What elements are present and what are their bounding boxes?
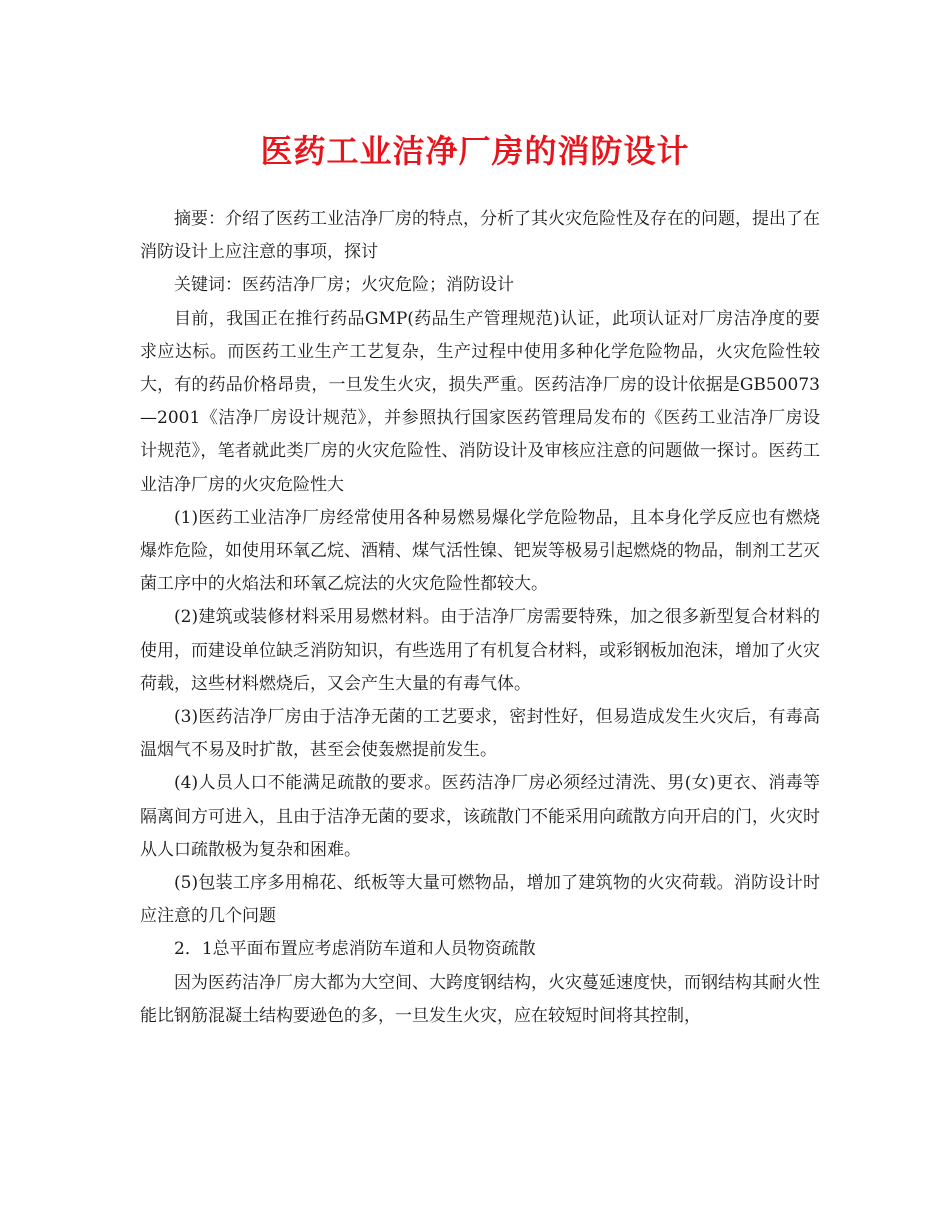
abstract-paragraph: 摘要：介绍了医药工业洁净厂房的特点，分析了其火灾危险性及存在的问题，提出了在消防设计上应注意的事项，探讨 — [140, 209, 820, 263]
section-heading: 2．1总平面布置应考虑消防车道和人员物资疏散 — [174, 939, 536, 960]
body-paragraph: (5)包装工序多用棉花、纸板等大量可燃物品，增加了建筑物的火灾荷载。消防设计时应注意的几个问题 — [140, 873, 820, 927]
document-body — [140, 203, 820, 1033]
body-paragraph: (4)人员人口不能满足疏散的要求。医药洁净厂房必须经过清洗、男(女)更衣、消毒等隔离间方可进入，且由于洁净无菌的要求，该疏散门不能采用向疏散方向开启的门，火灾时从人口疏散极为复杂和困难。 — [140, 773, 820, 860]
body-paragraph: 因为医药洁净厂房大都为大空间、大跨度钢结构，火灾蔓延速度快，而钢结构其耐火性能比钢筋混凝土结构要逊色的多，一旦发生火灾，应在较短时间将其控制， — [140, 972, 820, 1026]
body-paragraph: (1)医药工业洁净厂房经常使用各种易燃易爆化学危险物品，且本身化学反应也有燃烧爆炸危险，如使用环氧乙烷、酒精、煤气活性镍、钯炭等极易引起燃烧的物品，制剂工艺灭菌工序中的火焰法和环氧乙烷法的火灾危险性都较大。 — [140, 507, 820, 595]
document-title: 医药工业洁净厂房的消防设计 — [260, 132, 690, 170]
body-paragraph: (3)医药洁净厂房由于洁净无菌的工艺要求，密封性好，但易造成发生火灾后，有毒高温烟气不易及时扩散，甚至会使轰燃提前发生。 — [140, 707, 820, 761]
body-paragraph: (2)建筑或装修材料采用易燃材料。由于洁净厂房需要特殊，加之很多新型复合材料的使用，而建设单位缺乏消防知识，有些选用了有机复合材料，或彩钢板加泡沫，增加了火灾荷载，这些材料燃烧后，又会产生大量的有毒气体。 — [140, 607, 820, 694]
body-paragraph: 目前，我国正在推行药品GMP(药品生产管理规范)认证，此项认证对厂房洁净度的要求应达标。而医药工业生产工艺复杂，生产过程中使用多种化学危险物品，火灾危险性较大，有的药品价格昂贵，一旦发生火灾，损失严重。医药洁净厂房的设计依据是GB50073—2001《洁净厂房设计规范》，并参照执行国家医药管理局发布的《医药工业洁净厂房设计规范》，笔者就此类厂房的火灾危险性、消防设计及审核应注意的问题做一探讨。医药工业洁净厂房的火灾危险性大 — [140, 308, 820, 495]
keywords-paragraph: 关键词：医药洁净厂房；火灾危险；消防设计 — [174, 275, 514, 296]
